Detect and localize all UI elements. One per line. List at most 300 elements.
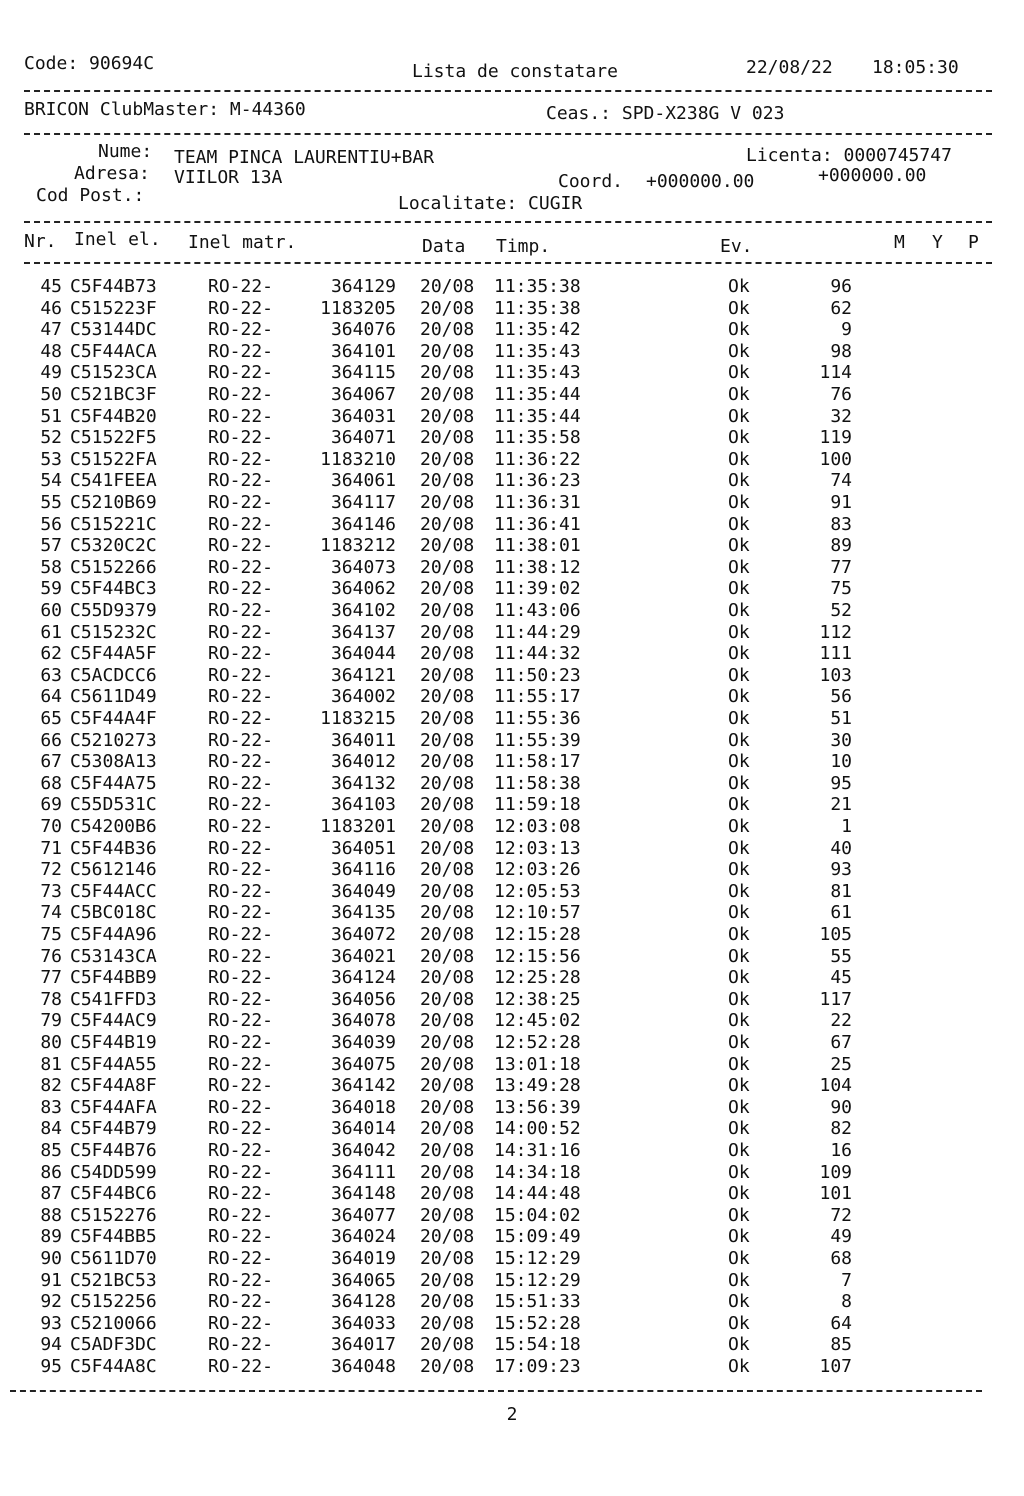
row-number: 62: [40, 643, 62, 665]
position: 109: [819, 1161, 852, 1183]
arrival-time: 11:38:01: [494, 535, 581, 557]
event-status: Ok: [728, 492, 750, 513]
electronic-ring: C5F44BB9: [70, 967, 157, 989]
table-row: [0, 470, 1024, 491]
arrival-date: 20/08: [420, 1334, 475, 1356]
electronic-ring: C541FFD3: [70, 988, 157, 1010]
position: 10: [830, 751, 852, 773]
electronic-ring: C5F44A8F: [70, 1075, 157, 1097]
owner-name: TEAM PINCA LAURENTIU+BAR: [174, 147, 435, 168]
divider: [24, 133, 992, 135]
ring-prefix: RO-22-: [208, 535, 274, 557]
ring-prefix: RO-22-: [208, 600, 274, 621]
row-number: 51: [40, 405, 62, 427]
table-row: [0, 341, 1024, 362]
coord-y: +000000.00: [818, 165, 927, 186]
ring-number: 1183205: [320, 297, 396, 319]
position: 40: [830, 837, 852, 859]
event-status: Ok: [728, 1183, 750, 1205]
row-number: 89: [40, 1226, 62, 1248]
arrival-date: 20/08: [420, 1291, 475, 1313]
event-status: Ok: [728, 1269, 750, 1291]
ring-number: 364132: [330, 772, 396, 794]
arrival-time: 14:34:18: [494, 1161, 581, 1183]
ring-number: 364075: [330, 1053, 396, 1075]
arrival-time: 12:15:28: [494, 924, 581, 945]
arrival-time: 15:09:49: [494, 1226, 581, 1248]
event-status: Ok: [728, 319, 750, 341]
ring-number: 364128: [330, 1291, 396, 1313]
event-status: Ok: [728, 1032, 750, 1053]
ring-number: 364102: [330, 600, 396, 621]
ring-prefix: RO-22-: [208, 1248, 274, 1269]
row-number: 76: [40, 945, 62, 967]
electronic-ring: C5308A13: [70, 751, 157, 773]
ring-number: 364048: [330, 1356, 396, 1377]
table-row: [0, 514, 1024, 535]
row-number: 73: [40, 880, 62, 902]
arrival-date: 20/08: [420, 751, 475, 773]
row-number: 78: [40, 988, 62, 1010]
report-time: 18:05:30: [872, 57, 959, 78]
table-row: [0, 1313, 1024, 1334]
ring-prefix: RO-22-: [208, 1204, 274, 1226]
table-row: [0, 665, 1024, 686]
position: 16: [830, 1140, 852, 1161]
ring-number: 364116: [330, 859, 396, 881]
table-row: [0, 1356, 1024, 1377]
ring-prefix: RO-22-: [208, 859, 274, 881]
ring-number: 364077: [330, 1204, 396, 1226]
ring-number: 364044: [330, 643, 396, 665]
electronic-ring: C5F44A4F: [70, 708, 157, 729]
table-row: [0, 902, 1024, 923]
event-status: Ok: [728, 621, 750, 643]
arrival-date: 20/08: [420, 1096, 475, 1118]
ring-number: 1183215: [320, 708, 396, 729]
arrival-time: 13:01:18: [494, 1053, 581, 1075]
ring-number: 364018: [330, 1096, 396, 1118]
row-number: 84: [40, 1118, 62, 1140]
arrival-date: 20/08: [420, 492, 475, 513]
report-date: 22/08/22: [746, 57, 833, 78]
row-number: 87: [40, 1183, 62, 1205]
table-row: [0, 276, 1024, 297]
ring-prefix: RO-22-: [208, 1010, 274, 1032]
electronic-ring: C5F44AFA: [70, 1096, 157, 1118]
arrival-date: 20/08: [420, 1032, 475, 1053]
electronic-ring: C5F44BC3: [70, 578, 157, 600]
ring-prefix: RO-22-: [208, 945, 274, 967]
row-number: 88: [40, 1204, 62, 1226]
arrival-time: 11:35:43: [494, 362, 581, 384]
electronic-ring: C5F44A75: [70, 772, 157, 794]
ring-prefix: RO-22-: [208, 340, 274, 362]
arrival-time: 11:35:44: [494, 384, 581, 405]
ring-number: 364019: [330, 1248, 396, 1269]
name-label: Nume:: [98, 141, 153, 162]
position: 100: [819, 448, 852, 470]
table-row: [0, 859, 1024, 880]
table-row: [0, 1162, 1024, 1183]
table-row: [0, 794, 1024, 815]
event-status: Ok: [728, 1248, 750, 1269]
position: 114: [819, 362, 852, 384]
row-number: 65: [40, 708, 62, 729]
event-status: Ok: [728, 1075, 750, 1097]
position: 75: [830, 578, 852, 600]
arrival-date: 20/08: [420, 1053, 475, 1075]
arrival-date: 20/08: [420, 664, 475, 686]
event-status: Ok: [728, 362, 750, 384]
arrival-date: 20/08: [420, 837, 475, 859]
ring-prefix: RO-22-: [208, 1183, 274, 1205]
event-status: Ok: [728, 945, 750, 967]
row-number: 91: [40, 1269, 62, 1291]
position: 25: [830, 1053, 852, 1075]
table-row: [0, 622, 1024, 643]
position: 107: [819, 1356, 852, 1377]
electronic-ring: C5ADF3DC: [70, 1334, 157, 1356]
row-number: 77: [40, 967, 62, 989]
row-number: 94: [40, 1334, 62, 1356]
page-number: 2: [506, 1404, 518, 1425]
row-number: 47: [40, 319, 62, 341]
ring-prefix: RO-22-: [208, 924, 274, 945]
arrival-date: 20/08: [420, 772, 475, 794]
arrival-time: 11:58:17: [494, 751, 581, 773]
table-row: [0, 730, 1024, 751]
ring-number: 364014: [330, 1118, 396, 1140]
row-number: 95: [40, 1356, 62, 1377]
ring-number: 364065: [330, 1269, 396, 1291]
arrival-date: 20/08: [420, 535, 475, 557]
locality: Localitate: CUGIR: [398, 193, 583, 214]
arrival-time: 13:56:39: [494, 1096, 581, 1118]
postcode-label: Cod Post.:: [36, 185, 145, 206]
arrival-time: 15:54:18: [494, 1334, 581, 1356]
report-title: Lista de constatare: [412, 61, 618, 82]
position: 82: [830, 1118, 852, 1140]
event-status: Ok: [728, 297, 750, 319]
position: 61: [830, 902, 852, 924]
row-number: 70: [40, 816, 62, 837]
ring-number: 364129: [330, 276, 396, 297]
ring-prefix: RO-22-: [208, 384, 274, 405]
divider: [24, 221, 992, 223]
ring-number: 364142: [330, 1075, 396, 1097]
arrival-date: 20/08: [420, 1140, 475, 1161]
ring-number: 364021: [330, 945, 396, 967]
table-row: [0, 1248, 1024, 1269]
position: 76: [830, 384, 852, 405]
arrival-time: 11:36:22: [494, 448, 581, 470]
electronic-ring: C5F44BC6: [70, 1183, 157, 1205]
row-number: 55: [40, 492, 62, 513]
ring-prefix: RO-22-: [208, 708, 274, 729]
ring-number: 364078: [330, 1010, 396, 1032]
position: 72: [830, 1204, 852, 1226]
row-number: 59: [40, 578, 62, 600]
arrival-time: 11:35:38: [494, 297, 581, 319]
electronic-ring: C55D531C: [70, 794, 157, 816]
ring-prefix: RO-22-: [208, 621, 274, 643]
arrival-date: 20/08: [420, 384, 475, 405]
table-row: [0, 298, 1024, 319]
electronic-ring: C515223F: [70, 297, 157, 319]
row-number: 71: [40, 837, 62, 859]
ring-number: 364061: [330, 470, 396, 492]
arrival-date: 20/08: [420, 1075, 475, 1097]
col-y: Y: [932, 232, 943, 253]
position: 30: [830, 729, 852, 751]
arrival-date: 20/08: [420, 880, 475, 902]
electronic-ring: C515221C: [70, 513, 157, 535]
arrival-time: 12:38:25: [494, 988, 581, 1010]
ring-number: 364103: [330, 794, 396, 816]
ring-prefix: RO-22-: [208, 556, 274, 578]
position: 52: [830, 600, 852, 621]
arrival-date: 20/08: [420, 967, 475, 989]
arrival-date: 20/08: [420, 470, 475, 492]
row-number: 72: [40, 859, 62, 881]
ring-prefix: RO-22-: [208, 470, 274, 492]
event-status: Ok: [728, 988, 750, 1010]
arrival-time: 11:55:39: [494, 729, 581, 751]
ring-number: 364002: [330, 686, 396, 708]
ring-prefix: RO-22-: [208, 1356, 274, 1377]
electronic-ring: C53143CA: [70, 945, 157, 967]
row-number: 54: [40, 470, 62, 492]
ring-prefix: RO-22-: [208, 513, 274, 535]
row-number: 66: [40, 729, 62, 751]
event-status: Ok: [728, 556, 750, 578]
event-status: Ok: [728, 600, 750, 621]
position: 56: [830, 686, 852, 708]
arrival-date: 20/08: [420, 578, 475, 600]
coord-x: +000000.00: [646, 171, 755, 192]
position: 119: [819, 427, 852, 449]
row-number: 86: [40, 1161, 62, 1183]
arrival-date: 20/08: [420, 708, 475, 729]
event-status: Ok: [728, 837, 750, 859]
ring-prefix: RO-22-: [208, 1118, 274, 1140]
table-row: [0, 1140, 1024, 1161]
electronic-ring: C5F44A8C: [70, 1356, 157, 1377]
row-number: 53: [40, 448, 62, 470]
ring-number: 364148: [330, 1183, 396, 1205]
ring-number: 364135: [330, 902, 396, 924]
row-number: 85: [40, 1140, 62, 1161]
arrival-date: 20/08: [420, 1356, 475, 1377]
ring-number: 1183210: [320, 448, 396, 470]
position: 49: [830, 1226, 852, 1248]
event-status: Ok: [728, 967, 750, 989]
arrival-time: 11:44:29: [494, 621, 581, 643]
position: 32: [830, 405, 852, 427]
ring-prefix: RO-22-: [208, 578, 274, 600]
arrival-time: 11:55:17: [494, 686, 581, 708]
table-row: [0, 1205, 1024, 1226]
position: 91: [830, 492, 852, 513]
event-status: Ok: [728, 340, 750, 362]
ring-prefix: RO-22-: [208, 319, 274, 341]
position: 81: [830, 880, 852, 902]
ring-number: 1183212: [320, 535, 396, 557]
ring-prefix: RO-22-: [208, 297, 274, 319]
ring-prefix: RO-22-: [208, 729, 274, 751]
table-row: [0, 816, 1024, 837]
table-row: [0, 1075, 1024, 1096]
arrival-time: 15:12:29: [494, 1269, 581, 1291]
ring-prefix: RO-22-: [208, 1161, 274, 1183]
table-row: [0, 1010, 1024, 1031]
event-status: Ok: [728, 772, 750, 794]
table-row: [0, 1118, 1024, 1139]
position: 111: [819, 643, 852, 665]
arrival-time: 11:55:36: [494, 708, 581, 729]
ring-prefix: RO-22-: [208, 967, 274, 989]
position: 21: [830, 794, 852, 816]
table-row: [0, 384, 1024, 405]
col-date: Data: [422, 236, 466, 257]
event-status: Ok: [728, 276, 750, 297]
table-row: [0, 362, 1024, 383]
row-number: 58: [40, 556, 62, 578]
ring-prefix: RO-22-: [208, 1053, 274, 1075]
arrival-date: 20/08: [420, 1010, 475, 1032]
arrival-date: 20/08: [420, 729, 475, 751]
electronic-ring: C51522F5: [70, 427, 157, 449]
position: 103: [819, 664, 852, 686]
row-number: 90: [40, 1248, 62, 1269]
arrival-date: 20/08: [420, 794, 475, 816]
arrival-time: 12:45:02: [494, 1010, 581, 1032]
electronic-ring: C5320C2C: [70, 535, 157, 557]
row-number: 50: [40, 384, 62, 405]
arrival-time: 11:36:31: [494, 492, 581, 513]
event-status: Ok: [728, 686, 750, 708]
ring-number: 364033: [330, 1312, 396, 1334]
arrival-date: 20/08: [420, 816, 475, 837]
row-number: 67: [40, 751, 62, 773]
electronic-ring: C5F44B79: [70, 1118, 157, 1140]
table-row: [0, 1097, 1024, 1118]
table-row: [0, 1334, 1024, 1355]
ring-number: 364012: [330, 751, 396, 773]
electronic-ring: C5611D49: [70, 686, 157, 708]
arrival-time: 11:50:23: [494, 664, 581, 686]
arrival-time: 11:58:38: [494, 772, 581, 794]
row-number: 49: [40, 362, 62, 384]
position: 68: [830, 1248, 852, 1269]
position: 64: [830, 1312, 852, 1334]
arrival-time: 12:52:28: [494, 1032, 581, 1053]
ring-number: 364017: [330, 1334, 396, 1356]
table-row: [0, 1270, 1024, 1291]
ring-prefix: RO-22-: [208, 1032, 274, 1053]
ring-number: 364073: [330, 556, 396, 578]
arrival-time: 11:35:43: [494, 340, 581, 362]
row-number: 48: [40, 340, 62, 362]
event-status: Ok: [728, 405, 750, 427]
arrival-time: 14:31:16: [494, 1140, 581, 1161]
arrival-date: 20/08: [420, 600, 475, 621]
electronic-ring: C5210273: [70, 729, 157, 751]
col-p: P: [968, 232, 979, 253]
arrival-date: 20/08: [420, 621, 475, 643]
event-status: Ok: [728, 513, 750, 535]
arrival-date: 20/08: [420, 1204, 475, 1226]
arrival-date: 20/08: [420, 859, 475, 881]
event-status: Ok: [728, 1140, 750, 1161]
position: 96: [830, 276, 852, 297]
event-status: Ok: [728, 1334, 750, 1356]
electronic-ring: C5210066: [70, 1312, 157, 1334]
ring-number: 364071: [330, 427, 396, 449]
ring-number: 364056: [330, 988, 396, 1010]
position: 95: [830, 772, 852, 794]
clock-id: Ceas.: SPD-X238G V 023: [546, 103, 785, 124]
arrival-date: 20/08: [420, 1183, 475, 1205]
licence-number: Licenta: 0000745747: [746, 145, 952, 166]
electronic-ring: C53144DC: [70, 319, 157, 341]
arrival-date: 20/08: [420, 902, 475, 924]
position: 74: [830, 470, 852, 492]
position: 22: [830, 1010, 852, 1032]
arrival-time: 15:12:29: [494, 1248, 581, 1269]
ring-prefix: RO-22-: [208, 1269, 274, 1291]
electronic-ring: C5F44A55: [70, 1053, 157, 1075]
ring-prefix: RO-22-: [208, 1334, 274, 1356]
row-number: 82: [40, 1075, 62, 1097]
row-number: 45: [40, 276, 62, 297]
row-number: 46: [40, 297, 62, 319]
ring-number: 364031: [330, 405, 396, 427]
electronic-ring: C51522FA: [70, 448, 157, 470]
ring-number: 364117: [330, 492, 396, 513]
row-number: 69: [40, 794, 62, 816]
electronic-ring: C5152256: [70, 1291, 157, 1313]
event-status: Ok: [728, 664, 750, 686]
ring-number: 364111: [330, 1161, 396, 1183]
event-status: Ok: [728, 1226, 750, 1248]
ring-number: 364042: [330, 1140, 396, 1161]
owner-address: VIILOR 13A: [174, 167, 283, 188]
row-number: 60: [40, 600, 62, 621]
electronic-ring: C54DD599: [70, 1161, 157, 1183]
position: 90: [830, 1096, 852, 1118]
ring-prefix: RO-22-: [208, 751, 274, 773]
table-row: [0, 773, 1024, 794]
ring-number: 364101: [330, 340, 396, 362]
electronic-ring: C515232C: [70, 621, 157, 643]
arrival-date: 20/08: [420, 297, 475, 319]
electronic-ring: C54200B6: [70, 816, 157, 837]
table-row: [0, 535, 1024, 556]
event-status: Ok: [728, 729, 750, 751]
position: 9: [841, 319, 852, 341]
arrival-time: 11:36:23: [494, 470, 581, 492]
arrival-time: 12:05:53: [494, 880, 581, 902]
position: 85: [830, 1334, 852, 1356]
ring-number: 364062: [330, 578, 396, 600]
arrival-date: 20/08: [420, 1269, 475, 1291]
ring-prefix: RO-22-: [208, 1075, 274, 1097]
arrival-time: 15:52:28: [494, 1312, 581, 1334]
table-row: [0, 319, 1024, 340]
arrival-time: 15:04:02: [494, 1204, 581, 1226]
